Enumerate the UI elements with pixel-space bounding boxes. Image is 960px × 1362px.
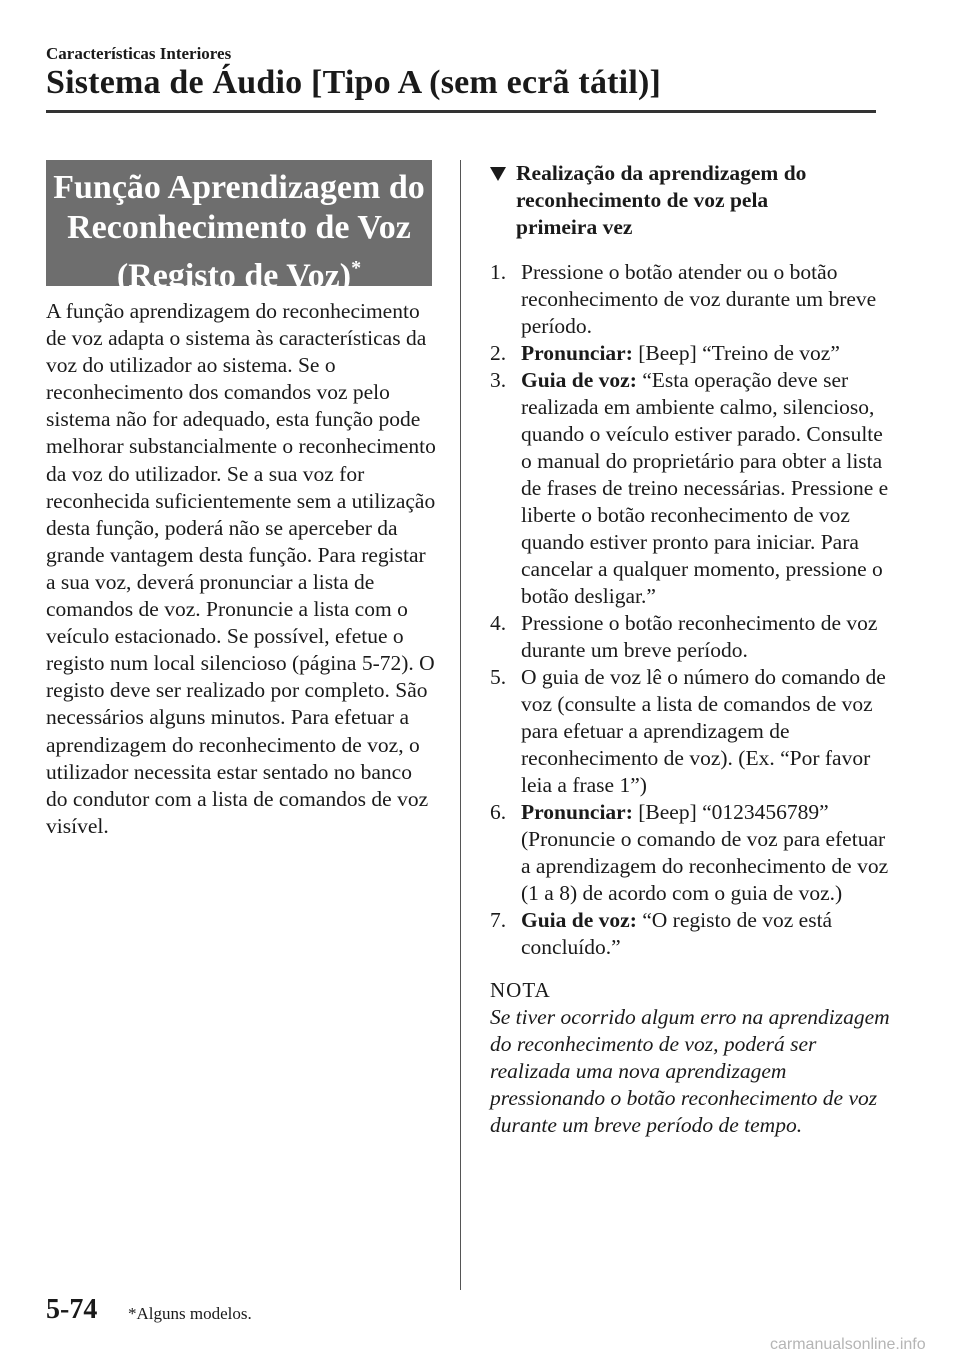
step-item: [490, 340, 890, 367]
procedure-column: [490, 160, 890, 1139]
step-text: [Beep] “0123456789” (Pronuncie o comando de voz para efetuar a aprendizagem do reconhecimento de voz (1 a 8) de acordo com o guia de voz.): [521, 800, 889, 905]
intro-paragraph: A função aprendizagem do reconhecimento de voz adapta o sistema às características da voz do utilizador ao sistema. Se o reconhecimento dos comandos voz pelo sistema não for adequado, esta função pode melhorar substancialmente o reconhecimento da voz do utilizador. Se a sua voz for reconhecida suficientemente sem a utilização desta função, poderá não se aperceber da grande vantagem desta função. Para registar a sua voz, deverá pronunciar a lista de comandos de voz. Pronuncie a lista com o veículo estacionado. Se possível, efetue o registo num local silencioso (página 5-72). O registo deve ser realizado por completo. São necessários alguns minutos. Para efetuar a aprendizagem do reconhecimento de voz, o utilizador necessita estar sentado no banco do condutor com a lista de comandos de voz visível.: [46, 299, 436, 838]
step-text: “O registo de voz está concluído.”: [521, 908, 833, 959]
watermark: carmanualsonline.info: [770, 1336, 926, 1353]
section-title-line-3: [46, 248, 432, 296]
step-item: [490, 259, 890, 340]
subsection-heading-line-3: primeira vez: [516, 215, 633, 239]
subsection-heading-line-2: reconhecimento de voz pela: [516, 188, 769, 212]
step-label: Pronunciar:: [521, 341, 633, 365]
section-title-box: [46, 160, 432, 295]
step-number: 6.: [490, 800, 507, 824]
step-number: 5.: [490, 665, 507, 689]
header-rule: [46, 110, 876, 113]
step-number: 3.: [490, 368, 507, 392]
step-label: Guia de voz:: [521, 368, 637, 392]
optional-feature-marker: *: [351, 257, 362, 279]
step-item: [490, 799, 890, 907]
step-number: 2.: [490, 341, 507, 365]
subsection-heading: [490, 160, 890, 241]
step-text: Pressione o botão atender ou o botão reconhecimento de voz durante um breve período.: [521, 260, 877, 338]
note-label: NOTA: [490, 978, 551, 1002]
footnote: *Alguns modelos.: [128, 1304, 252, 1323]
chapter-title: Sistema de Áudio [Tipo A (sem ecrã tátil)]: [46, 64, 662, 101]
section-title-line-2: Reconhecimento de Voz: [67, 209, 411, 246]
step-number: 7.: [490, 908, 507, 932]
step-item: [490, 610, 890, 664]
step-text: [Beep] “Treino de voz”: [632, 341, 840, 365]
section-title-text: (Registo de Voz): [116, 257, 352, 295]
step-number: 4.: [490, 611, 507, 635]
step-item: [490, 907, 890, 961]
triangle-down-icon: [490, 167, 506, 181]
note-text: Se tiver ocorrido algum erro na aprendizagem do reconhecimento de voz, poderá ser realizada uma nova aprendizagem pressionando o botão reconhecimento de voz durante um breve período de tempo.: [490, 1005, 890, 1137]
step-label: Guia de voz:: [521, 908, 637, 932]
step-item: [490, 664, 890, 799]
step-text: O guia de voz lê o número do comando de voz (consulte a lista de comandos de voz para efetuar a aprendizagem de reconhecimento de voz). (Ex. “Por favor leia a frase 1”): [521, 665, 886, 797]
section-title-line-1: Função Aprendizagem do: [53, 169, 425, 206]
column-divider: [460, 160, 461, 1290]
section-label: Características Interiores: [46, 44, 232, 63]
step-number: 1.: [490, 260, 507, 284]
steps-list: [490, 259, 890, 961]
step-text: Pressione o botão reconhecimento de voz durante um breve período.: [521, 611, 878, 662]
step-item: [490, 367, 890, 610]
page-number: 5-74: [46, 1294, 98, 1325]
step-label: Pronunciar:: [521, 800, 633, 824]
step-text: “Esta operação deve ser realizada em ambiente calmo, silencioso, quando o veículo estiver parado. Consulte o manual do proprietário para obter a lista de frases de treino necessárias. Pressione e liberte o botão reconhecimento de voz quando estiver pronto para iniciar. Para cancelar a qualquer momento, pressione o botão desligar.”: [521, 368, 889, 608]
subsection-heading-line-1: Realização da aprendizagem do: [516, 161, 807, 185]
